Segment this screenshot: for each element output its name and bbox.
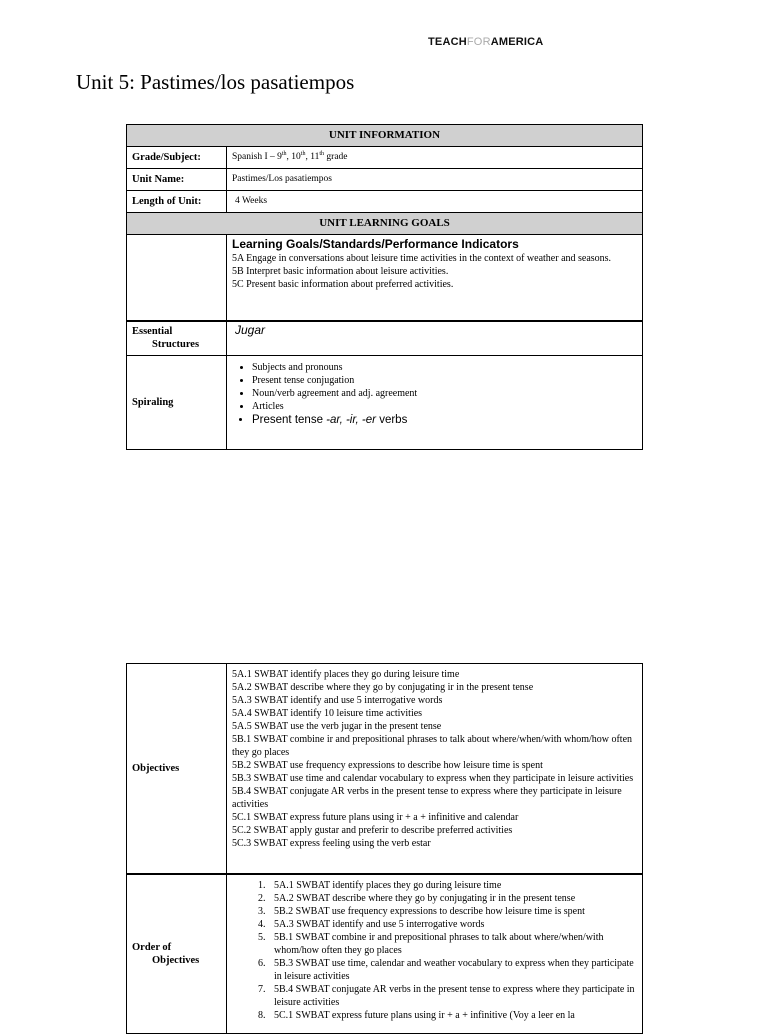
learning-goals-cell (227, 235, 643, 321)
list-item: 3. 5B.2 SWBAT use frequency expressions to describe how leisure time is spent (268, 905, 637, 918)
list-item: • Noun/verb agreement and adj. agreement (252, 387, 637, 400)
list-item: 8. 5C.1 SWBAT express future plans using ir + a + infinitive (Voy a leer en la (268, 1009, 637, 1022)
page-title: Unit 5: Pastimes/los pasatiempos (76, 70, 355, 94)
learning-goal-item: 5B Interpret basic information about leisure activities. (232, 266, 449, 277)
list-item: 5. 5B.1 SWBAT combine ir and prepositional phrases to talk about where/when/with whom/how often they go places (268, 931, 637, 957)
unit-information-table (126, 124, 643, 450)
list-item: 5B.4 SWBAT conjugate AR verbs in the present tense to express where they participate in leisure activities (232, 786, 622, 810)
list-item: 5B.1 SWBAT combine ir and prepositional phrases to talk about where/when/with whom/how often they go places (232, 734, 633, 758)
objectives-table (126, 663, 643, 1034)
unit-name-value: Pastimes/Los pasatiempos (227, 169, 643, 191)
list-item: 5B.3 SWBAT use time and calendar vocabulary to express when they participate in leisure activities (232, 773, 634, 784)
list-item: 5A.1 SWBAT identify places they go during leisure time (232, 669, 460, 680)
grade-subject-label: Grade/Subject: (127, 147, 227, 169)
list-item: 5C.2 SWBAT apply gustar and preferir to describe preferred activities (232, 825, 513, 836)
list-item: 4. 5A.3 SWBAT identify and use 5 interrogative words (268, 918, 637, 931)
list-item: • Present tense -ar, -ir, -er verbs (252, 413, 637, 428)
essential-structures-label: Essential Structures (127, 321, 227, 356)
list-item: • Subjects and pronouns (252, 361, 637, 374)
list-item: 5A.5 SWBAT use the verb jugar in the present tense (232, 721, 442, 732)
grade-subject-value: Spanish I – 9th, 10th, 11th grade (227, 147, 643, 169)
list-item: • Present tense conjugation (252, 374, 637, 387)
length-of-unit-value: 4 Weeks (227, 191, 643, 213)
spiraling-label: Spiraling (127, 356, 227, 450)
list-item: 5A.4 SWBAT identify 10 leisure time activities (232, 708, 423, 719)
order-of-objectives-list (232, 879, 637, 1022)
learning-goal-item: 5C Present basic information about preferred activities. (232, 279, 454, 290)
spiraling-cell (227, 356, 643, 450)
learning-goals-subheading: Learning Goals/Standards/Performance Indicators (232, 237, 519, 251)
list-item: 5C.1 SWBAT express future plans using ir + a + infinitive and calendar (232, 812, 519, 823)
length-of-unit-label: Length of Unit: (127, 191, 227, 213)
spiraling-list (232, 361, 637, 428)
learning-goal-item: 5A Engage in conversations about leisure time activities in the context of weather and seasons. (232, 253, 612, 264)
objectives-label: Objectives (127, 664, 227, 874)
unit-name-label: Unit Name: (127, 169, 227, 191)
order-of-objectives-cell (227, 874, 643, 1034)
list-item: 5C.3 SWBAT express feeling using the verb estar (232, 838, 431, 849)
list-item: 6. 5B.3 SWBAT use time, calendar and weather vocabulary to express when they participate in leisure activities (268, 957, 637, 983)
list-item: 2. 5A.2 SWBAT describe where they go by conjugating ir in the present tense (268, 892, 637, 905)
list-item: 5A.3 SWBAT identify and use 5 interrogative words (232, 695, 443, 706)
list-item: • Articles (252, 400, 637, 413)
list-item: 7. 5B.4 SWBAT conjugate AR verbs in the present tense to express where they participate in leisure activities (268, 983, 637, 1009)
list-item: 5A.2 SWBAT describe where they go by conjugating ir in the present tense (232, 682, 534, 693)
essential-structures-value: Jugar (227, 321, 643, 356)
list-item: 5B.2 SWBAT use frequency expressions to describe how leisure time is spent (232, 760, 543, 771)
list-item: 1. 5A.1 SWBAT identify places they go during leisure time (268, 879, 637, 892)
order-of-objectives-label: Order of Objectives (127, 874, 227, 1034)
unit-learning-goals-heading: UNIT LEARNING GOALS (127, 213, 643, 235)
objectives-cell (227, 664, 643, 874)
teach-for-america-logo: TEACHFORAMERICA (428, 36, 544, 48)
unit-information-heading: UNIT INFORMATION (127, 125, 643, 147)
learning-goals-empty-label (127, 235, 227, 321)
